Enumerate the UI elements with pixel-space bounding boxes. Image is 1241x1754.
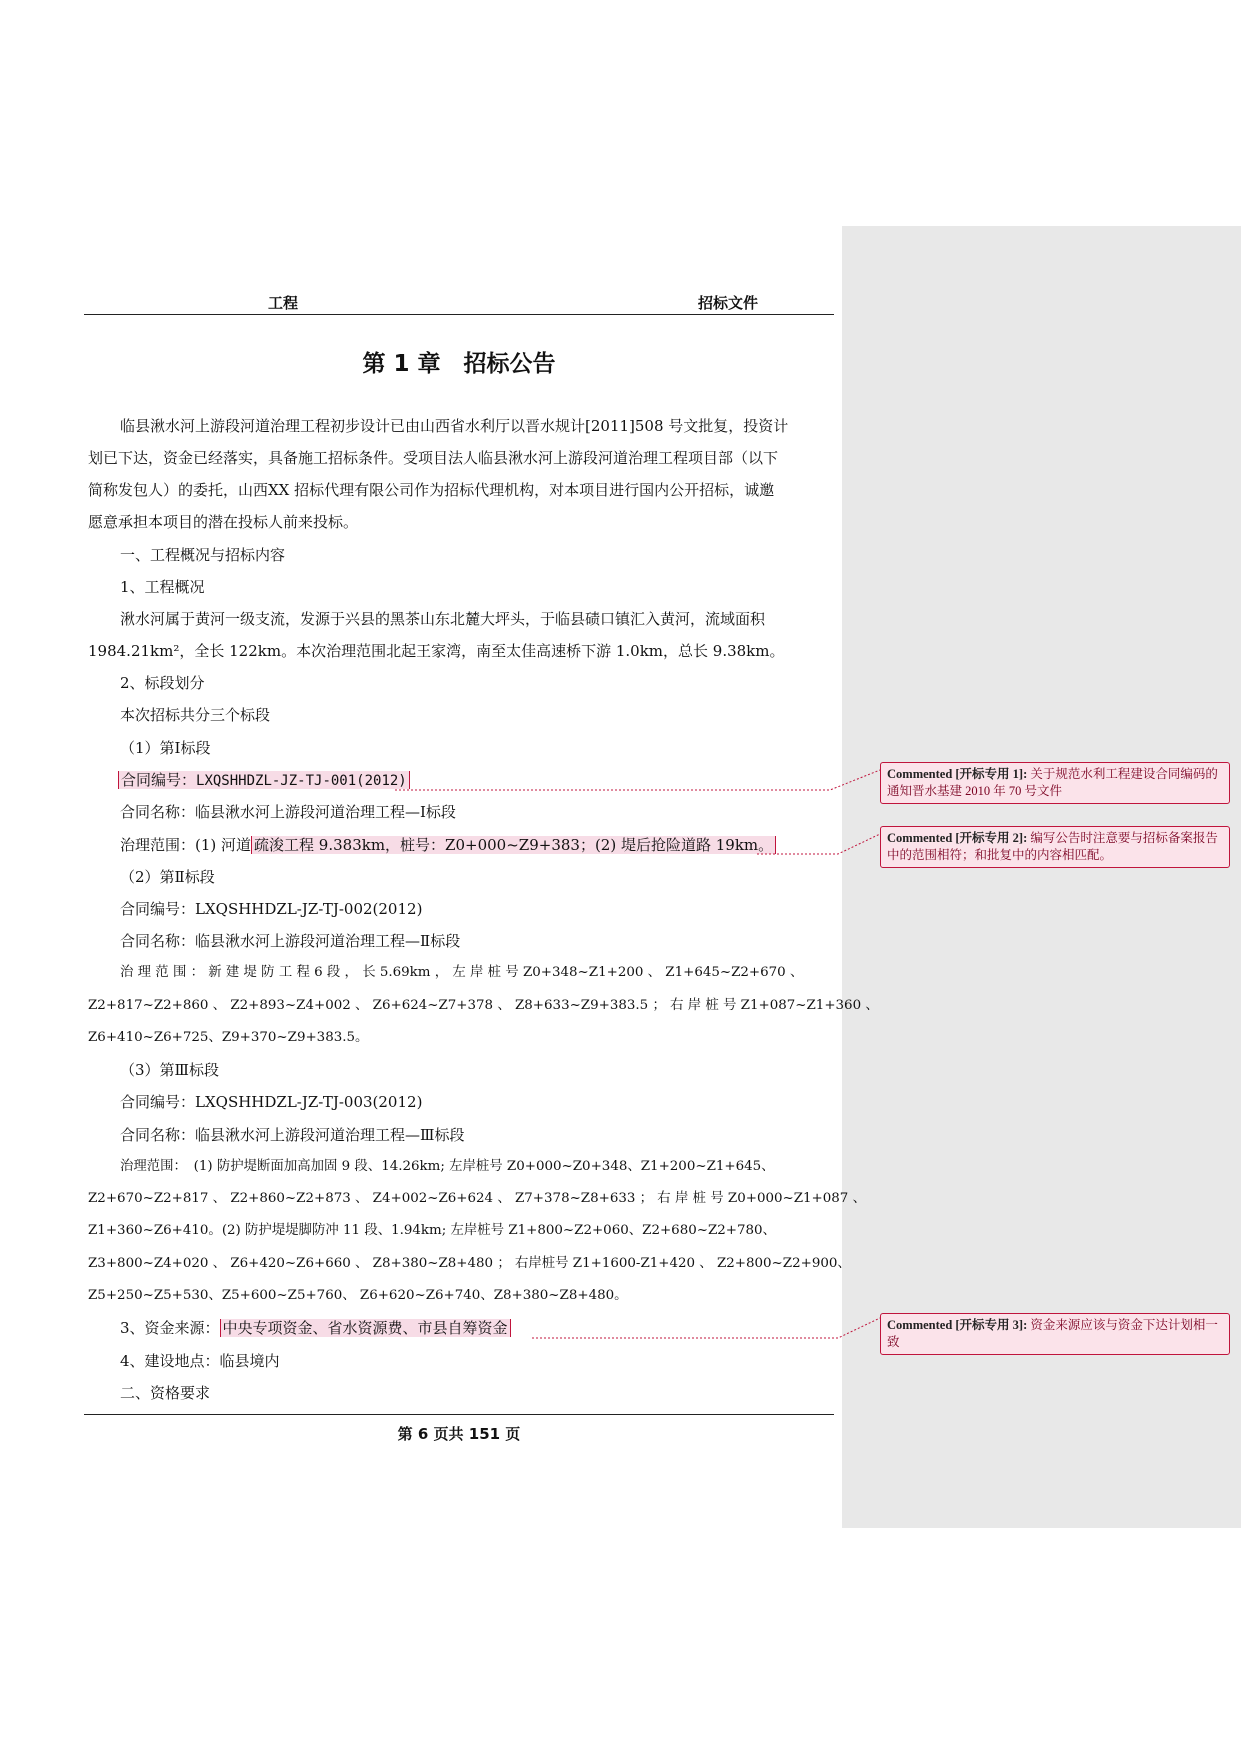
lot1-code-label: 合同编号： bbox=[121, 771, 197, 789]
lot2-scope: 治 理 范 围 ： 新 建 堤 防 工 程 6 段 ， 长 5.69km ， 左 岸 桩 号 Z0+348~Z1+200 、 Z1+645~Z2+670 、 bbox=[120, 965, 804, 980]
comment-1[interactable] bbox=[880, 762, 1230, 804]
comment-1-label: Commented [开标专用 1]: bbox=[887, 767, 1028, 781]
comment-3[interactable] bbox=[880, 1313, 1230, 1355]
comment-3-text: 资金来源应该与资金下达计划相一致 bbox=[887, 1318, 1218, 1349]
comment-2[interactable] bbox=[880, 826, 1230, 868]
paragraph: 临县湫水河上游段河道治理工程初步设计已由山西省水利厅以晋水规计[2011]508 号文批复，投资计 bbox=[120, 417, 789, 435]
page-footer: 第 6 页共 151 页 bbox=[397, 1425, 521, 1443]
paragraph: 本次招标共分三个标段 bbox=[120, 706, 271, 724]
paragraph: 简称发包人）的委托，山西XX 招标代理有限公司作为招标代理机构，对本项目进行国内公开招标，诚邀 bbox=[88, 481, 775, 499]
paragraph: 湫水河属于黄河一级支流，发源于兴县的黑茶山东北麓大坪头，于临县碛口镇汇入黄河，流域面积 bbox=[120, 610, 766, 628]
lot3-scope: Z3+800~Z4+020 、 Z6+420~Z6+660 、 Z8+380~Z8+480 ； 右岸桩号 Z1+1600-Z1+420 、 Z2+800~Z2+900、 bbox=[88, 1256, 851, 1271]
paragraph: 愿意承担本项目的潜在投标人前来投标。 bbox=[88, 513, 359, 531]
lot3-name: 合同名称：临县湫水河上游段河道治理工程—Ⅲ标段 bbox=[120, 1126, 465, 1144]
comment-2-text: 编写公告时注意要与招标备案报告中的范围相符；和批复中的内容相匹配。 bbox=[887, 831, 1218, 862]
header-left: 工程 bbox=[268, 294, 299, 312]
lot1-code: LXQSHHDZL-JZ-TJ-001(2012) bbox=[196, 773, 407, 789]
comment-1-text: 关于规范水利工程建设合同编码的通知晋水基建 2010 年 70 号文件 bbox=[887, 767, 1218, 798]
funding-value: 中央专项资金、省水资源费、市县自筹资金 bbox=[220, 1319, 511, 1337]
section-heading: 二、资格要求 bbox=[120, 1384, 211, 1402]
lot1-name: 合同名称：临县湫水河上游段河道治理工程—Ⅰ标段 bbox=[120, 803, 456, 821]
lot2-scope: Z2+817~Z2+860 、 Z2+893~Z4+002 、 Z6+624~Z7+378 、 Z8+633~Z9+383.5 ； 右 岸 桩 号 Z1+087~Z1+360 、 bbox=[88, 998, 879, 1013]
lot3-scope: 治理范围： (1) 防护堤断面加高加固 9 段、14.26km; 左岸桩号 Z0+000~Z0+348、Z1+200~Z1+645、 bbox=[120, 1159, 775, 1174]
location: 4、建设地点：临县境内 bbox=[120, 1352, 280, 1370]
comment-3-label: Commented [开标专用 3]: bbox=[887, 1318, 1028, 1332]
lot3-scope: Z1+360~Z6+410。(2) 防护堤堤脚防冲 11 段、1.94km; 左岸桩号 Z1+800~Z2+060、Z2+680~Z2+780、 bbox=[88, 1223, 776, 1238]
header-right: 招标文件 bbox=[698, 294, 759, 312]
lot2-code: 合同编号：LXQSHHDZL-JZ-TJ-002(2012) bbox=[120, 900, 423, 918]
subsection-heading: 1、工程概况 bbox=[120, 578, 205, 596]
paragraph: 划已下达，资金已经落实，具备施工招标条件。受项目法人临县湫水河上游段河道治理工程项目部（以下 bbox=[88, 449, 779, 467]
lot3-scope: Z2+670~Z2+817 、 Z2+860~Z2+873 、 Z4+002~Z6+624 、 Z7+378~Z8+633 ； 右 岸 桩 号 Z0+000~Z1+087 、 bbox=[88, 1191, 866, 1206]
comment-2-label: Commented [开标专用 2]: bbox=[887, 831, 1028, 845]
chapter-title: 第 1 章 招标公告 bbox=[362, 351, 556, 377]
lot1-scope-prefix: 治理范围：(1) 河道 bbox=[120, 836, 252, 854]
lot3-code: 合同编号：LXQSHHDZL-JZ-TJ-003(2012) bbox=[120, 1093, 423, 1111]
section-heading: 一、工程概况与招标内容 bbox=[120, 546, 286, 564]
subsection-heading: 2、标段划分 bbox=[120, 674, 205, 692]
funding-label: 3、资金来源： bbox=[120, 1319, 220, 1337]
paragraph: 1984.21km²，全长 122km。本次治理范围北起王家湾，南至太佳高速桥下游 1.0km，总长 9.38km。 bbox=[88, 642, 785, 660]
lot-title: （1）第Ⅰ标段 bbox=[120, 739, 211, 757]
lot-title: （2）第Ⅱ标段 bbox=[120, 868, 215, 886]
lot3-scope: Z5+250~Z5+530、Z5+600~Z5+760、 Z6+620~Z6+740、Z8+380~Z8+480。 bbox=[88, 1288, 628, 1303]
lot2-name: 合同名称：临县湫水河上游段河道治理工程—Ⅱ标段 bbox=[120, 932, 461, 950]
lot1-scope-highlight: 疏浚工程 9.383km，桩号：Z0+000~Z9+383；(2) 堤后抢险道路 19km。 bbox=[251, 836, 776, 854]
lot-title: （3）第Ⅲ标段 bbox=[120, 1061, 220, 1079]
lot2-scope: Z6+410~Z6+725、Z9+370~Z9+383.5。 bbox=[88, 1030, 369, 1045]
